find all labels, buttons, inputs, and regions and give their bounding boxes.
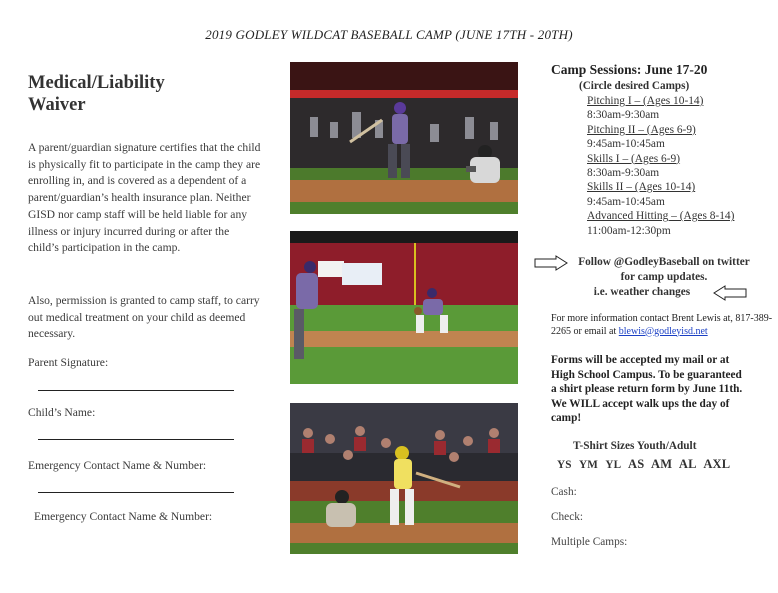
emergency-contact-label-1: Emergency Contact Name & Number: <box>28 459 207 472</box>
session-time: 8:30am-9:30am <box>587 167 660 180</box>
size-option-as[interactable]: AS <box>628 457 645 471</box>
tshirt-size-options <box>557 457 734 472</box>
emergency-contact-line[interactable] <box>38 492 234 493</box>
arrow-right-icon <box>534 255 568 271</box>
size-option-ym[interactable]: YM <box>579 459 599 471</box>
child-name-line[interactable] <box>38 439 234 440</box>
waiver-title <box>28 72 248 116</box>
waiver-title-line2: Waiver <box>28 95 86 115</box>
session-name-pitching-1[interactable]: Pitching I – (Ages 10-14) <box>587 95 704 107</box>
follow-line-2: for camp updates. <box>620 271 708 283</box>
camp-sessions-title: Camp Sessions: June 17-20 <box>551 62 708 77</box>
session-time: 9:45am-10:45am <box>587 138 665 151</box>
parent-signature-line[interactable] <box>38 390 234 391</box>
batter-swing-night-photo <box>290 62 518 214</box>
cash-label: Cash: <box>551 486 577 498</box>
session-time: 8:30am-9:30am <box>587 109 660 122</box>
arrow-left-icon <box>713 285 747 301</box>
session-name-pitching-2[interactable]: Pitching II – (Ages 6-9) <box>587 123 696 136</box>
session-time: 11:00am-12:30pm <box>587 224 671 237</box>
size-option-al[interactable]: AL <box>678 457 697 471</box>
session-time: 9:45am-10:45am <box>587 195 665 208</box>
session-name-skills-1[interactable]: Skills I – (Ages 6-9) <box>587 152 681 165</box>
waiver-paragraph-1: A parent/guardian signature certifies that the child is physically fit to participate in the camp they are enrolling in, and is covered as a dependent of a parent/guardian’s health insurance plan. Neither GISD nor camp staff will be held liable for any illness or injury incurred during or after the child’s participation in the camp. <box>28 141 261 255</box>
emergency-contact-label-2: Emergency Contact Name & Number: <box>34 510 213 523</box>
session-name-skills-2[interactable]: Skills II – (Ages 10-14) <box>587 181 696 194</box>
size-option-ys[interactable]: YS <box>557 459 572 471</box>
child-name-label: Child’s Name: <box>28 406 96 419</box>
session-list <box>587 94 777 238</box>
circle-instructions: (Circle desired Camps) <box>579 80 690 92</box>
check-label: Check: <box>551 511 583 523</box>
size-option-yl[interactable]: YL <box>605 459 622 471</box>
contact-info <box>551 313 776 338</box>
contact-email-link[interactable]: blewis@godleyisd.net <box>618 325 708 337</box>
follow-line-3: i.e. weather changes <box>593 286 691 298</box>
follow-line-1: Follow @GodleyBaseball on twitter <box>578 256 750 268</box>
waiver-title-line1: Medical/Liability <box>28 73 165 93</box>
page-header: 2019 GODLEY WILDCAT BASEBALL CAMP (JUNE 17TH - 20TH) <box>205 27 573 42</box>
waiver-paragraph-2: Also, permission is granted to camp staff, to carry out medical treatment on your child as deemed necessary. <box>28 294 260 341</box>
size-option-am[interactable]: AM <box>651 457 673 471</box>
forms-note: Forms will be accepted my mail or at High School Campus. To be guaranteed a shirt please return form by June 11th. We WILL accept walk ups the day of camp! <box>551 354 743 425</box>
multiple-camps-label: Multiple Camps: <box>551 536 628 548</box>
session-name-advanced-hitting[interactable]: Advanced Hitting – (Ages 8-14) <box>587 210 735 223</box>
contact-text: For more information contact Brent Lewis at, 817-389-2265 or email at <box>551 313 773 337</box>
pitcher-fielding-photo <box>290 231 518 384</box>
batter-hitting-crowd-photo <box>290 403 518 554</box>
parent-signature-label: Parent Signature: <box>28 356 109 369</box>
size-option-axl[interactable]: AXL <box>703 457 731 471</box>
tshirt-sizes-title: T-Shirt Sizes Youth/Adult <box>573 440 697 452</box>
